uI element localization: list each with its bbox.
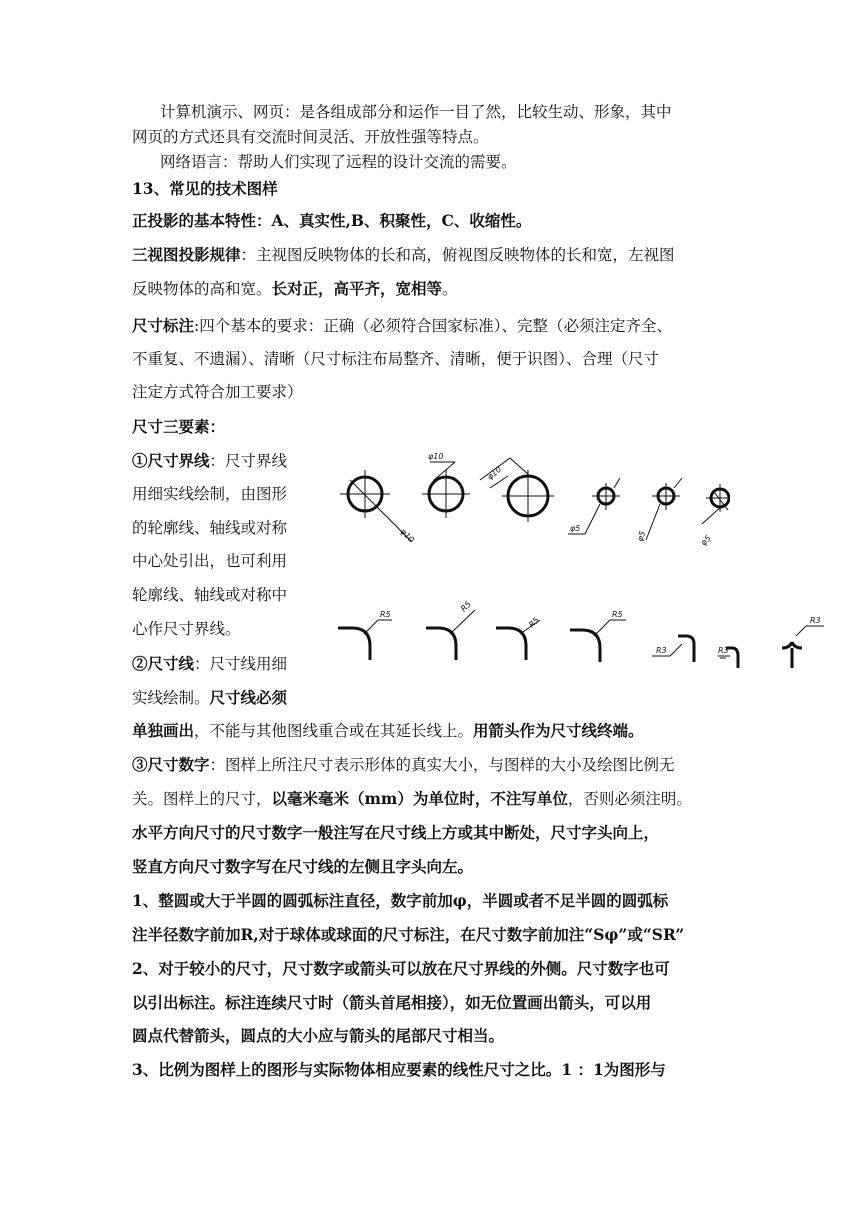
para-line xyxy=(132,690,287,707)
diameter-example-4 xyxy=(568,478,620,534)
term-label: ②尺寸线 xyxy=(132,654,195,673)
rule-line: 3、比例为图样上的图形与实际物体相应要素的线性尺寸之比。1 ：1为图形与 xyxy=(132,1060,666,1079)
term-label: ①尺寸界线 xyxy=(132,451,210,470)
orthographic-properties: 正投影的基本特性：A、真实性,B、积聚性，C、收缩性。 xyxy=(132,211,532,230)
radius-label: R5 xyxy=(459,599,473,614)
radius-label: R5 xyxy=(612,610,623,619)
text-span: 。 xyxy=(442,280,458,298)
para-line xyxy=(132,318,672,335)
radius-example-3 xyxy=(496,616,541,660)
radius-example-8 xyxy=(782,616,824,668)
para-line: 注定方式符合加工要求） xyxy=(132,383,303,401)
dimension-label: φ10 xyxy=(398,527,416,545)
rule-line: 注半径数字前加R,对于球体或球面的尺寸标注，在尺寸数字前加注“Sφ”或“SR” xyxy=(132,925,685,944)
para-line: 心作尺寸界线。 xyxy=(132,620,241,638)
dimension-label: φ5 xyxy=(699,533,713,548)
diameter-example-2 xyxy=(422,452,470,518)
radius-example-7 xyxy=(720,648,738,668)
para-line: 网络语言：帮助人们实现了远程的设计交流的需要。 xyxy=(160,153,517,171)
para-line xyxy=(132,723,644,740)
term-label: 尺寸标注 xyxy=(132,316,195,335)
para-line: 的轮廓线、轴线或对称 xyxy=(132,519,288,537)
diameter-example-3 xyxy=(480,458,554,522)
text-span: 实线绘制。 xyxy=(132,689,210,707)
dimension-label: φ10 xyxy=(485,464,504,482)
radius-example-5 xyxy=(652,636,694,662)
bold-span: 长对正，高平齐，宽相等 xyxy=(271,279,443,298)
para-line: 水平方向尺寸的尺寸数字一般注写在尺寸线上方或其中断处，尺寸字头向上， xyxy=(132,823,660,842)
para-line xyxy=(132,281,458,298)
radius-label: R5 xyxy=(380,610,391,619)
rule-line: 2、对于较小的尺寸，尺寸数字或箭头可以放在尺寸界线的外侧。尺寸数字也可 xyxy=(132,959,670,978)
para-line: 中心处引出，也可利用 xyxy=(132,552,288,570)
section-heading: 13、常见的技术图样 xyxy=(132,179,278,198)
radius-label: R3 xyxy=(656,646,667,655)
radius-label: R5 xyxy=(527,615,541,630)
dimensioning-figure xyxy=(330,450,730,680)
para-line: 用细实线绘制，由图形 xyxy=(132,485,288,503)
bold-span: 尺寸线必须 xyxy=(209,688,288,707)
diameter-example-5 xyxy=(635,478,682,543)
para-line xyxy=(132,247,675,264)
radius-example-2 xyxy=(426,600,475,660)
dimension-label: φ5 xyxy=(635,529,648,543)
rule-line: 圆点代替箭头，圆点的大小应与箭头的尾部尺寸相当。 xyxy=(132,1026,505,1045)
text-span: ：尺寸界线 xyxy=(209,452,288,470)
para-line xyxy=(132,757,675,774)
para-line: 网页的方式还具有交流时间灵活、开放性强等特点。 xyxy=(132,128,489,146)
radius-figure-extra xyxy=(720,612,840,672)
radius-label: R3 xyxy=(810,616,821,625)
term-label: 三视图投影规律 xyxy=(132,245,241,264)
para-line xyxy=(132,453,287,470)
diameter-example-1 xyxy=(340,470,416,544)
text-span: 反映物体的高和宽。 xyxy=(132,280,272,298)
radius-label: R3 xyxy=(718,646,729,655)
sub-heading: 尺寸三要素： xyxy=(132,417,226,436)
text-span: 关。图样上的尺寸， xyxy=(132,790,272,808)
bold-span: 用箭头作为尺寸线终端。 xyxy=(473,721,644,740)
para-line: 计算机演示、网页：是各组成部分和运作一目了然，比较生动、形象，其中 xyxy=(160,103,672,121)
bold-span: 单独画出 xyxy=(132,721,195,740)
radius-example-1 xyxy=(338,610,392,660)
para-line: 轮廓线、轴线或对称中 xyxy=(132,586,288,604)
text-span: ：图样上所注尺寸表示形体的真实大小，与图样的大小及绘图比例无 xyxy=(209,756,675,774)
text-span: ：尺寸线用细 xyxy=(194,655,288,673)
text-span: ，否则必须注明。 xyxy=(567,790,692,808)
term-label: ③尺寸数字 xyxy=(132,755,210,774)
para-line: 竖直方向尺寸数字写在尺寸线的左侧且字头向左。 xyxy=(132,857,474,876)
para-line xyxy=(132,656,287,673)
text-span: ，不能与其他图线重合或在其延长线上。 xyxy=(194,722,474,740)
radius-example-4 xyxy=(570,610,626,662)
text-span: ：主视图反映物体的长和高，俯视图反映物体的长和宽，左视图 xyxy=(240,246,675,264)
rule-line: 1、整圆或大于半圆的圆弧标注直径，数字前加φ，半圆或者不足半圆的圆弧标 xyxy=(132,891,669,910)
bold-span: 以毫米毫米（mm）为单位时，不注写单位 xyxy=(271,789,568,808)
text-span: :四个基本的要求：正确（必须符合国家标准）、完整（必须注定齐全、 xyxy=(194,317,672,335)
diameter-example-6 xyxy=(699,484,730,547)
dimension-label: φ5 xyxy=(570,524,581,533)
rule-line: 以引出标注。标注连续尺寸时（箭头首尾相接），如无位置画出箭头，可以用 xyxy=(132,993,652,1012)
para-line xyxy=(132,791,692,808)
dimension-label: φ10 xyxy=(428,452,444,461)
para-line: 不重复、不遗漏）、清晰（尺寸标注布局整齐、清晰，便于识图）、合理（尺寸 xyxy=(132,350,660,368)
